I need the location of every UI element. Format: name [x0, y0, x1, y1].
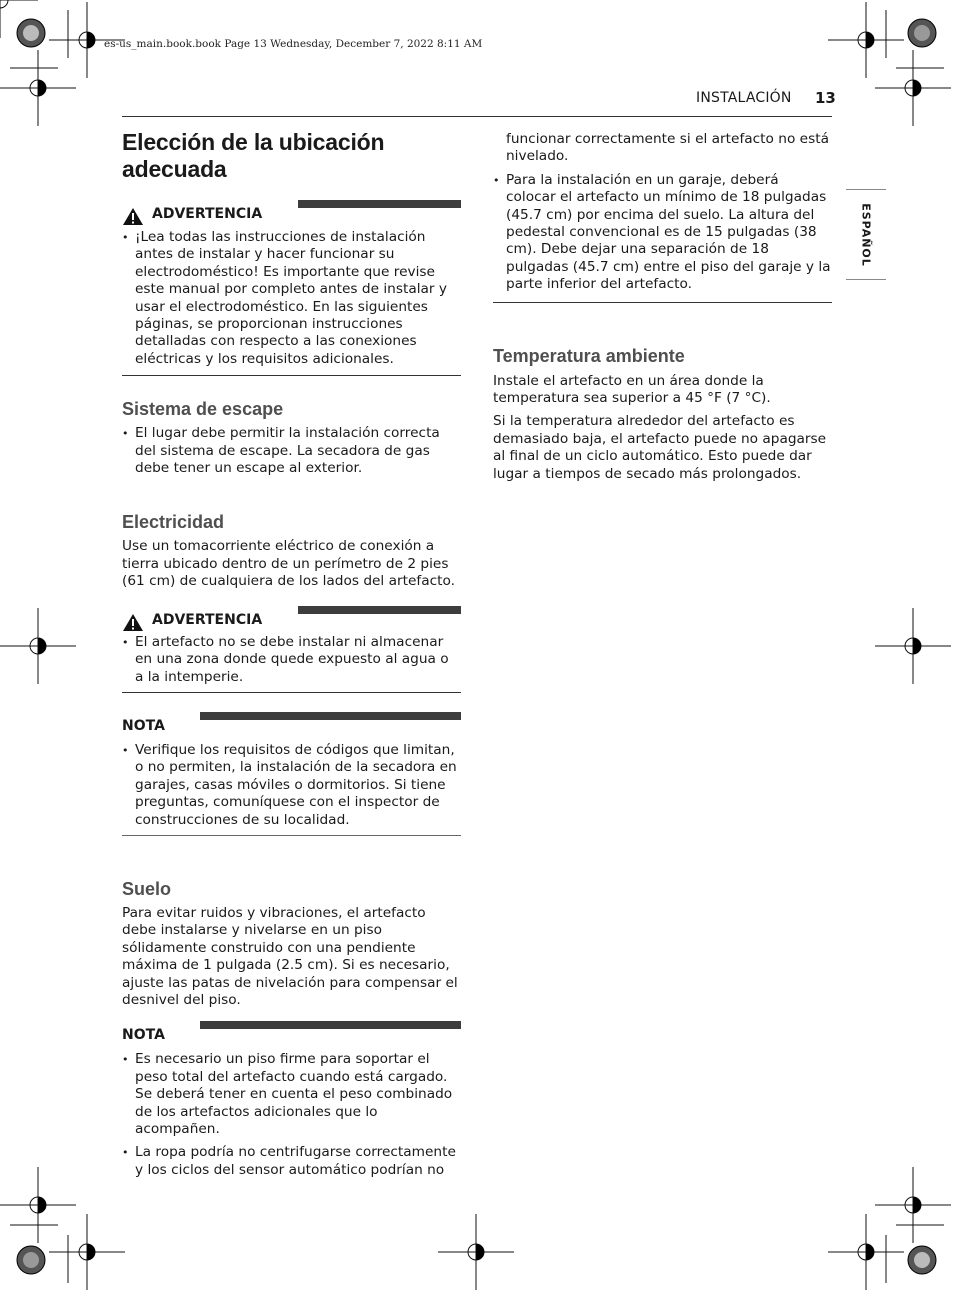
language-tab	[846, 189, 886, 280]
note-label: NOTA	[122, 1027, 165, 1044]
note-list	[493, 172, 832, 294]
floor-text: Para evitar ruidos y vibraciones, el artefacto debe instalarse y nivelarse en un piso sólidamente construido con una pendiente máxima de 1 pulgada (2.5 cm). Si es necesario, ajuste las patas de nivelación para compensar el desnivel del piso.	[122, 904, 458, 1008]
temperature-text: Si la temperatura alrededor del artefacto es demasiado baja, el artefacto puede no apagarse al final de un ciclo automático. Esto puede dar lugar a tiempos de secado más prolongados.	[493, 413, 827, 482]
list-item: • Verifique los requisitos de códigos que limitan, o no permiten, la instalación de la secadora en garajes, casas móviles o dormitorios. Si tiene preguntas, comuníquese con el inspector de construcciones de su localidad.	[122, 742, 461, 829]
note-continuation: funcionar correctamente si el artefacto no está nivelado.	[506, 131, 829, 165]
running-header-section: INSTALACIÓN	[696, 90, 792, 106]
warning-label: ADVERTENCIA	[152, 611, 263, 628]
note-list	[122, 742, 461, 829]
section-heading-temperature: Temperatura ambiente	[493, 345, 685, 366]
warning-list	[122, 634, 461, 686]
language-tab-label: ESPAÑOL	[859, 202, 873, 267]
list-item: • La ropa podría no centrifugarse correctamente y los ciclos del sensor automático podrían no	[122, 1144, 461, 1179]
list-item: • ¡Lea todas las instrucciones de instalación antes de instalar y hacer funcionar su electrodoméstico! Es importante que revise este manual por completo antes de instalar y usar el electrodoméstico. En las siguientes páginas, se proporcionan instrucciones detalladas con respecto a las conexiones eléctricas y los requisitos adicionales.	[122, 229, 461, 368]
electricity-text: Use un tomacorriente eléctrico de conexión a tierra ubicado dentro de un perímetro de 2 pies (61 cm) de cualquiera de los lados del artefacto.	[122, 538, 455, 590]
escape-list	[122, 425, 461, 477]
section-heading-floor: Suelo	[122, 878, 172, 899]
note-box-header	[122, 1021, 461, 1043]
right-column	[493, 131, 832, 483]
note-box-header	[122, 712, 461, 734]
print-slug: es-us_main.book.book Page 13 Wednesday, December 7, 2022 8:11 AM	[104, 38, 483, 50]
note-list	[122, 1051, 461, 1179]
note-label: NOTA	[122, 717, 165, 734]
warning-icon	[122, 613, 144, 632]
warning-list	[122, 229, 461, 368]
section-heading-electricity: Electricidad	[122, 512, 225, 533]
list-item: • El artefacto no se debe instalar ni almacenar en una zona donde quede expuesto al agua o a la intemperie.	[122, 634, 461, 686]
header-rule	[122, 116, 832, 117]
page-number: 13	[815, 89, 836, 107]
warning-box-header	[122, 200, 461, 222]
list-item: • Para la instalación en un garaje, deberá colocar el artefacto un mínimo de 18 pulgadas (45.7 cm) por encima del suelo. La altura del pedestal convencional es de 15 pulgadas (38 cm). Debe dejar una separación de 18 pulgadas (45.7 cm) entre el piso del garaje y la parte inferior del artefacto.	[493, 172, 832, 294]
warning-box-header	[122, 606, 461, 628]
page-title: Elección de la ubicación adecuada	[122, 129, 385, 182]
temperature-text: Instale el artefacto en un área donde la temperatura sea superior a 45 °F (7 °C).	[493, 372, 771, 407]
list-item: • El lugar debe permitir la instalación correcta del sistema de escape. La secadora de gas debe tener un escape al exterior.	[122, 425, 461, 477]
list-item: • Es necesario un piso firme para soportar el peso total del artefacto cuando está cargado. Se deberá tener en cuenta el peso combinado de los artefactos adicionales que lo acompañen.	[122, 1051, 461, 1138]
warning-label: ADVERTENCIA	[152, 206, 263, 222]
section-heading-escape: Sistema de escape	[122, 399, 284, 420]
left-column	[122, 129, 461, 1185]
warning-icon	[122, 207, 144, 226]
